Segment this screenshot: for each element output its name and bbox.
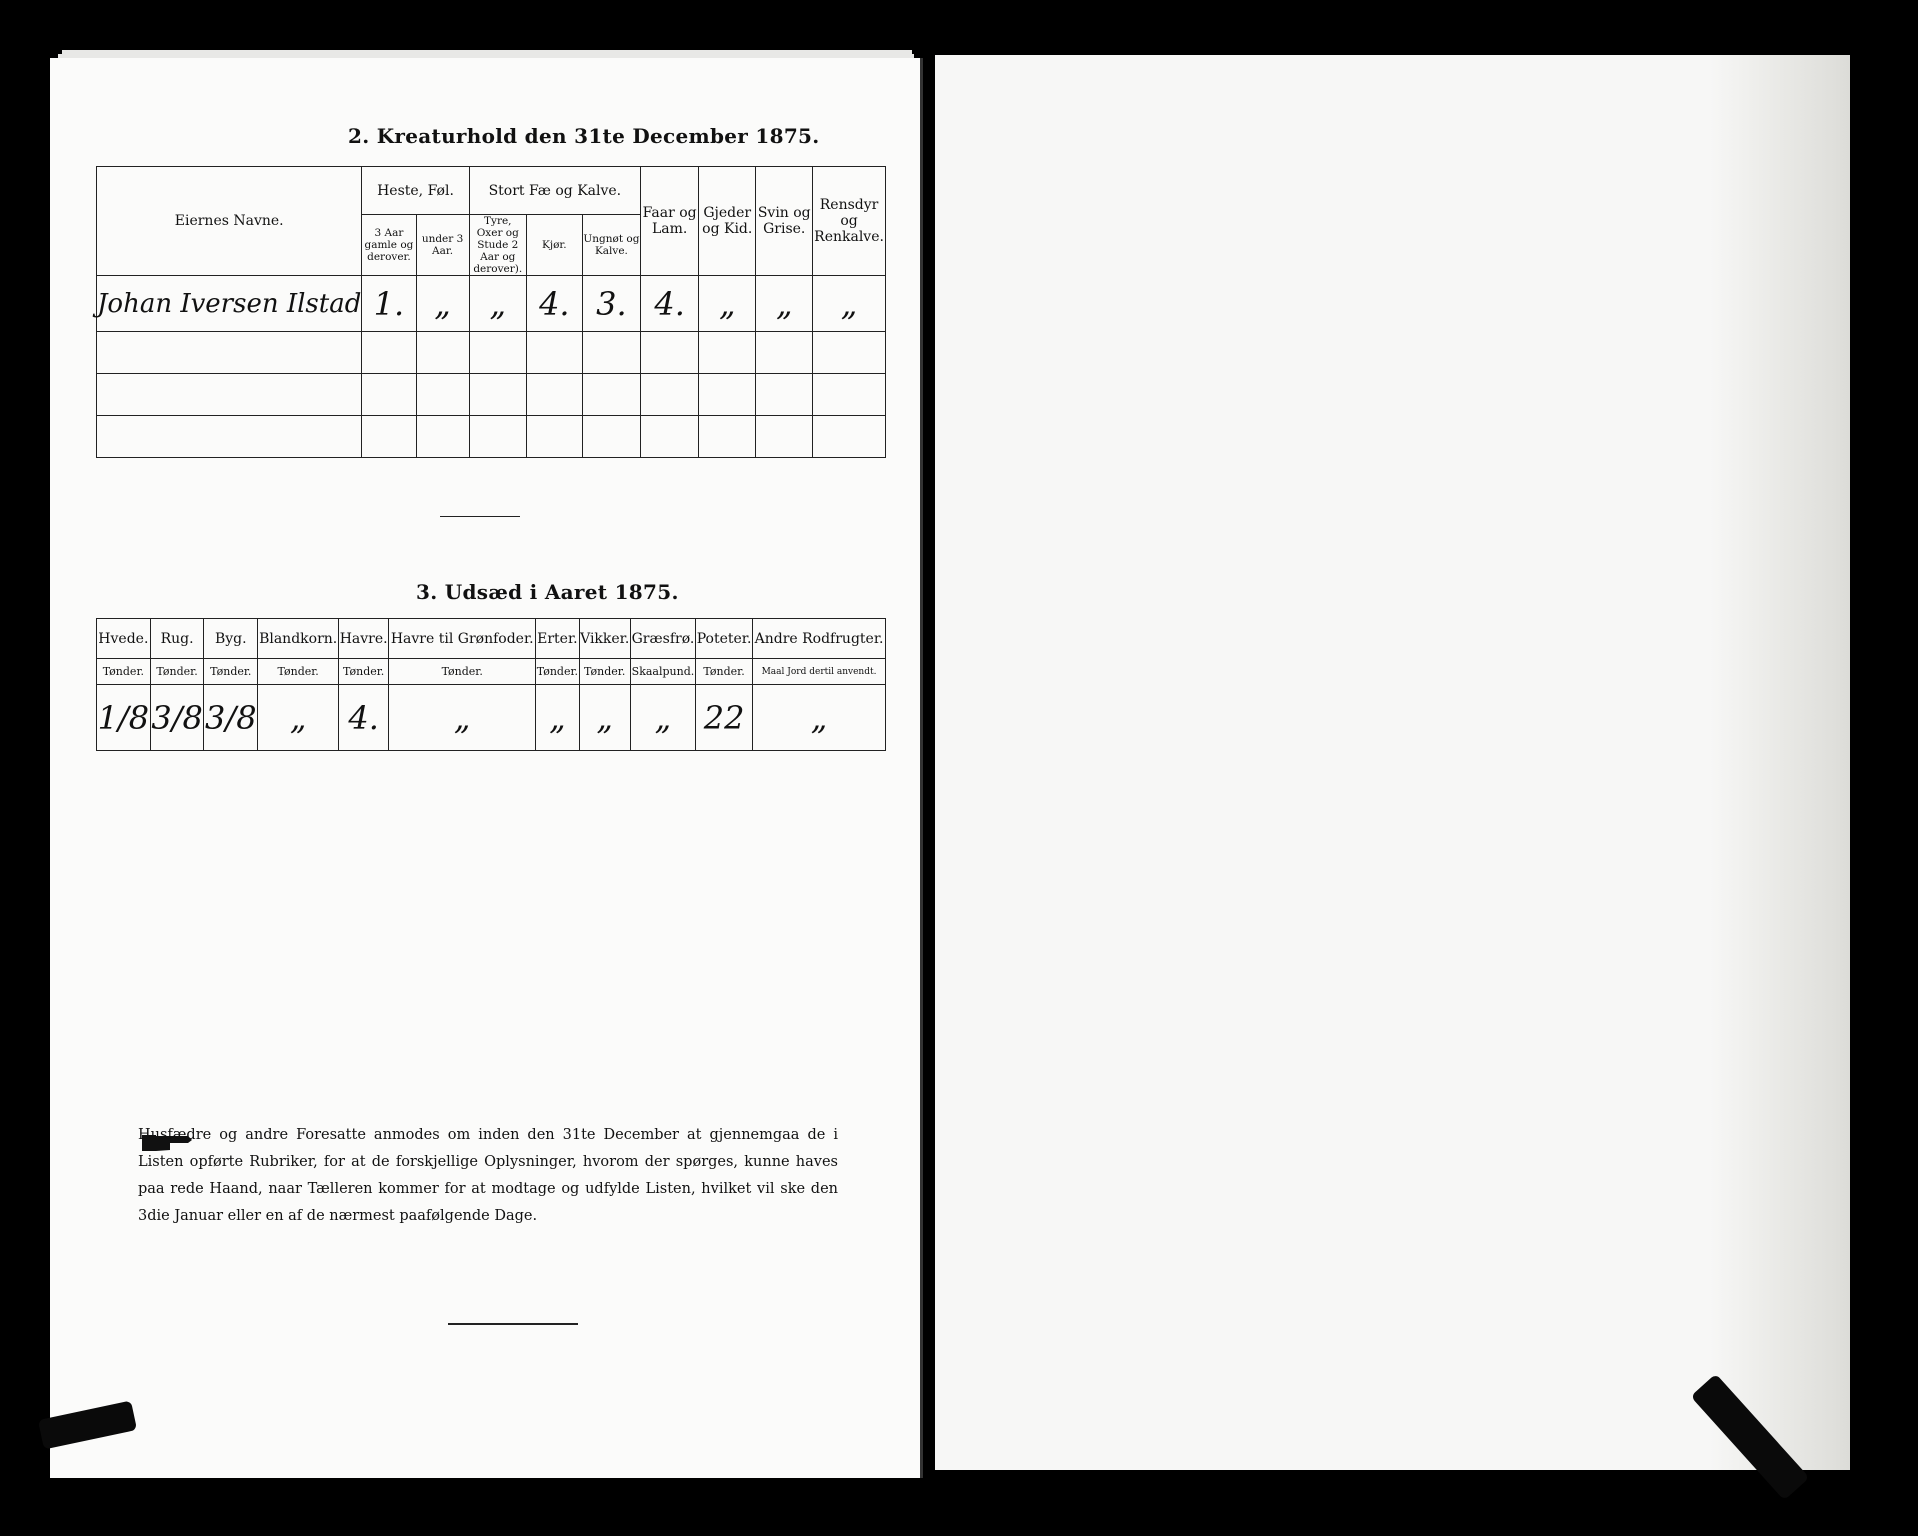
goats-value: „	[699, 276, 756, 332]
seed-value: 22	[696, 685, 753, 751]
seed-value: 3/8	[150, 685, 204, 751]
seed-value: „	[630, 685, 695, 751]
seed-table	[96, 618, 886, 751]
seed-value: „	[389, 685, 536, 751]
horses-3plus-value: 1.	[362, 276, 416, 332]
seed-value: „	[258, 685, 339, 751]
horses-under3-header: under 3 Aar.	[416, 215, 469, 276]
seed-col-rug: Rug.	[150, 619, 204, 659]
seed-unit: Tønder.	[536, 659, 579, 685]
seed-col-byg: Byg.	[204, 619, 258, 659]
livestock-table	[96, 166, 886, 458]
seed-unit: Tønder.	[389, 659, 536, 685]
livestock-section-title: 2. Kreaturhold den 31te December 1875.	[348, 124, 820, 148]
seed-value: 1/8	[97, 685, 151, 751]
seed-unit: Maal Jord dertil anvendt.	[753, 659, 886, 685]
cattle-header: Stort Fæ og Kalve.	[469, 167, 640, 215]
table-row	[97, 685, 886, 751]
reindeer-header: Rensdyr og Renkalve.	[813, 167, 886, 276]
young-calves-header: Ungnøt og Kalve.	[582, 215, 640, 276]
seed-col-hvede: Hvede.	[97, 619, 151, 659]
seed-col-rodfrugter: Andre Rodfrugter.	[753, 619, 886, 659]
left-page	[50, 58, 923, 1478]
seed-unit: Tønder.	[339, 659, 389, 685]
horses-3plus-header: 3 Aar gamle og derover.	[362, 215, 416, 276]
owner-header: Eiernes Navne.	[97, 167, 362, 276]
section-divider	[440, 516, 520, 517]
seed-unit: Skaalpund.	[630, 659, 695, 685]
goats-header: Gjeder og Kid.	[699, 167, 756, 276]
seed-value: 3/8	[204, 685, 258, 751]
seed-value: 4.	[339, 685, 389, 751]
seed-col-erter: Erter.	[536, 619, 579, 659]
seed-col-havre: Havre.	[339, 619, 389, 659]
table-row	[97, 276, 886, 332]
seed-value: „	[536, 685, 579, 751]
right-page	[935, 55, 1850, 1470]
bulls-value: „	[469, 276, 526, 332]
cows-header: Kjør.	[526, 215, 582, 276]
young-calves-value: 3.	[582, 276, 640, 332]
owner-name: Johan Iversen Ilstad	[97, 276, 362, 332]
seed-col-poteter: Poteter.	[696, 619, 753, 659]
horses-under3-value: „	[416, 276, 469, 332]
seed-col-graesfro: Græsfrø.	[630, 619, 695, 659]
bulls-header: Tyre, Oxer og Stude 2 Aar og derover).	[469, 215, 526, 276]
sheep-header: Faar og Lam.	[641, 167, 699, 276]
notice-text: Husfædre og andre Foresatte anmodes om inden den 31te December at gjennemgaa de i Listen opførte Rubriker, for at de forskjellige Oplysninger, hvorom der spørges, kunne haves paa rede Haand, naar Tælleren kommer for at modtage og udfylde Listen, hvilket vil ske den 3die Januar eller en af de nærmest paafølgende Dage.	[138, 1127, 838, 1224]
pigs-value: „	[756, 276, 813, 332]
seed-unit: Tønder.	[258, 659, 339, 685]
seed-col-vikker: Vikker.	[579, 619, 630, 659]
closing-rule	[448, 1323, 578, 1325]
seed-section-title: 3. Udsæd i Aaret 1875.	[416, 580, 679, 604]
horses-header: Heste, Føl.	[362, 167, 469, 215]
seed-unit: Tønder.	[150, 659, 204, 685]
pigs-header: Svin og Grise.	[756, 167, 813, 276]
right-page-edge	[1710, 55, 1850, 1470]
cows-value: 4.	[526, 276, 582, 332]
table-row	[97, 332, 886, 374]
seed-col-havre-gronfoder: Havre til Grønfoder.	[389, 619, 536, 659]
table-row	[97, 374, 886, 416]
margin-bleed-left	[60, 408, 190, 1108]
seed-value: „	[753, 685, 886, 751]
seed-unit: Tønder.	[579, 659, 630, 685]
reindeer-value: „	[813, 276, 886, 332]
seed-unit: Tønder.	[97, 659, 151, 685]
seed-value: „	[579, 685, 630, 751]
sheep-value: 4.	[641, 276, 699, 332]
seed-unit: Tønder.	[204, 659, 258, 685]
table-row	[97, 416, 886, 458]
seed-col-blandkorn: Blandkorn.	[258, 619, 339, 659]
seed-unit: Tønder.	[696, 659, 753, 685]
